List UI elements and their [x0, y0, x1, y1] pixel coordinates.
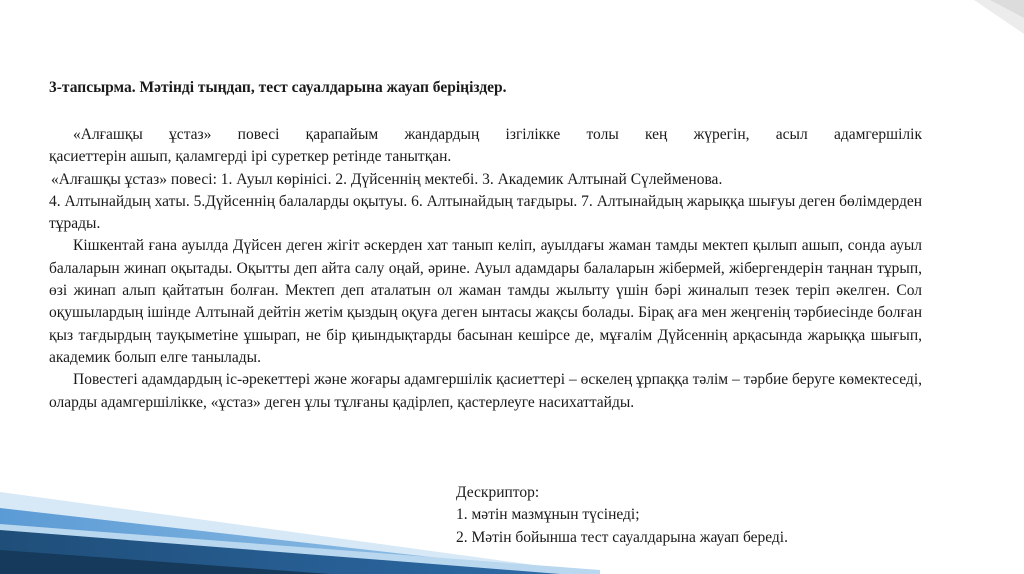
paragraph-intro-line2: қасиеттерін ашып, қаламгерді ірі суреткер ретінде танытқан.	[49, 148, 452, 166]
paragraph-story: Кішкентай ғана ауылда Дүйсен деген жігіт әскерден хат танып келіп, ауылдағы жаман тамды мектеп қылып ашып, сонда ауыл балаларын жинап оқытады. Оқытты деп айта салу оңай, әрине. Ауыл адамдары балаларын жібермей, жібергендерін таңнан тұрып, өзі жинап алып қайтатын болған. Мектеп деп аталатын ол жаман тамды жылыту үшін бәрі жиналып тезек теріп әкелген. Сол оқушылардың ішінде Алтынай дейтін жетім қыздың оқуға деген ынтасы жақсы болады. Бірақ аға мен жеңгенің тәрбиесінде болған қыз тағдырдың тауқыметіне ұшырап, не бір қиындықтарды басынан кешірсе де, мұғалім Дүйсеннің арқасында жарыққа шығып, академик болып елге танылады.	[49, 237, 922, 366]
paragraph-conclusion: Повестегі адамдардың іс-әрекеттері және жоғары адамгершілік қасиеттері – өскелең ұрпаққа тәлім – тәрбие беруге көмектеседі, оларды адамгершілікке, «ұстаз» деген ұлы тұлғаны қадірлеп, қастерлеуге насихаттайды.	[49, 371, 922, 411]
descriptor-heading: Дескриптор:	[456, 484, 540, 501]
descriptor-item: 2. Мәтін бойынша тест сауалдарына жауап береді.	[456, 528, 788, 546]
descriptor-item: 1. мәтін мазмұнын түсінеді;	[456, 506, 640, 524]
paragraph-chapters: 4. Алтынайдың хаты. 5.Дүйсеннің балаларды оқытуы. 6. Алтынайдың тағдыры. 7. Алтынайдың жарыққа шығуы деген бөлімдерден тұрады.	[49, 192, 922, 233]
task-title: 3-тапсырма. Мәтінді тыңдап, тест сауалдарына жауап беріңіздер.	[49, 79, 507, 96]
paragraph-structure: «Алғашқы ұстаз» повесі: 1. Ауыл көрінісі. 2. Дүйсеннің мектебі. 3. Академик Алтынай Сүлейменова.	[51, 170, 723, 188]
main-text	[49, 124, 922, 414]
descriptor-block	[456, 482, 788, 549]
paragraph-intro-line1: «Алғашқы ұстаз» повесі қарапайым жандардың ізгілікке толы кең жүрегін, асыл адамгершілік	[73, 126, 922, 143]
corner-decoration	[954, 0, 1024, 70]
